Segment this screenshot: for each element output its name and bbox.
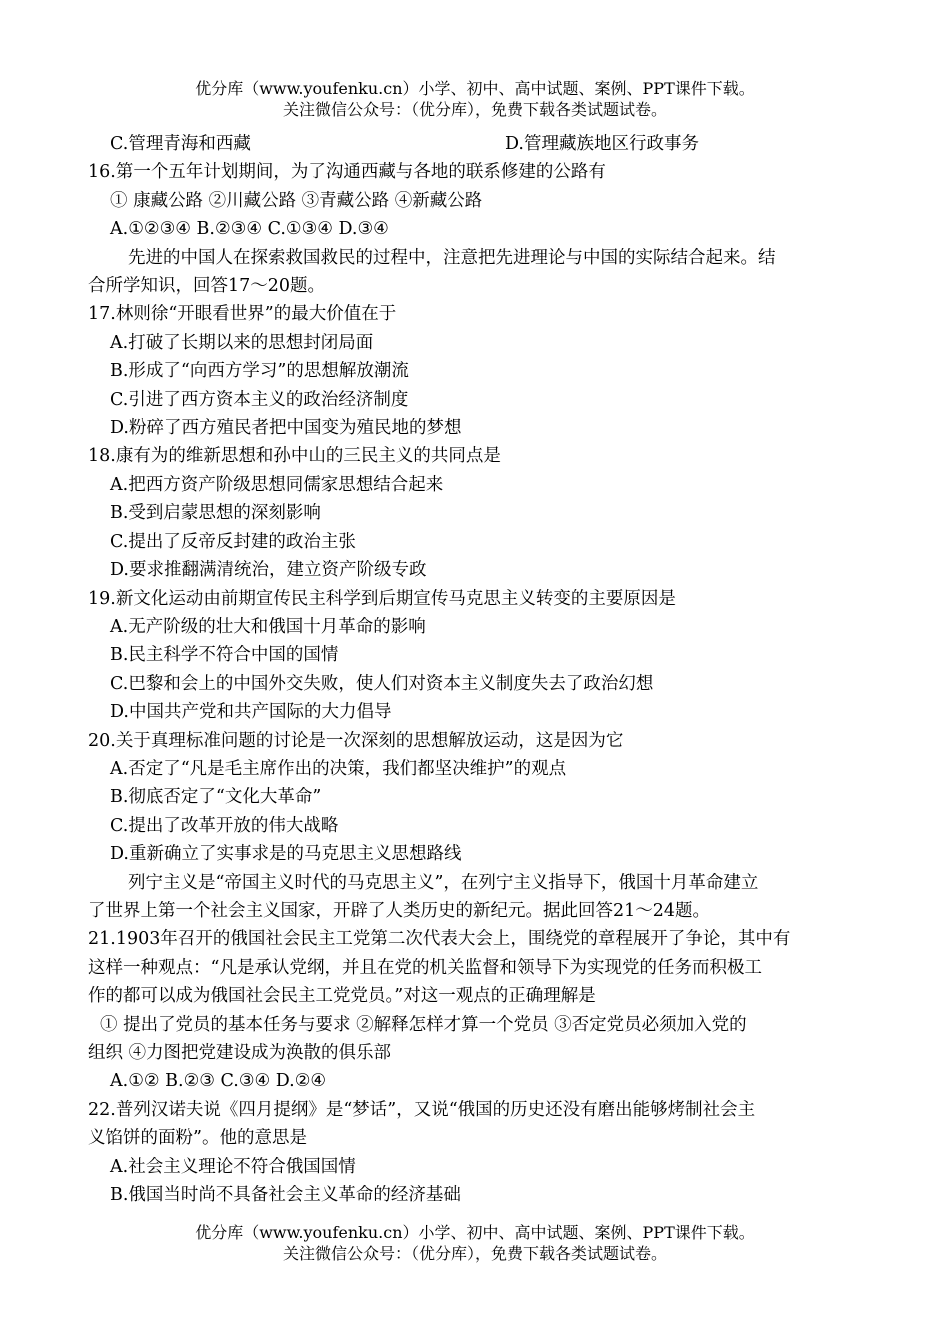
page-header: [0, 78, 950, 120]
q21-stem-line-2: 这样一种观点：“凡是承认党纲，并且在党的机关监督和领导下为实现党的任务而积极工: [88, 957, 762, 978]
footer-line-1: 优分库（www.youfenku.cn）小学、初中、高中试题、案例、PPT课件下载。: [195, 1223, 755, 1242]
q16-options: A.①②③④ B.②③④ C.①③④ D.③④: [110, 219, 389, 240]
q22-stem-line-2: 义馅饼的面粉”。他的意思是: [88, 1128, 307, 1149]
q21-stem-line-1: 21.1903年召开的俄国社会民主工党第二次代表大会上，围绕党的章程展开了争论，其中有: [88, 929, 791, 950]
q18-option-a: A.把西方资产阶级思想同儒家思想结合起来: [110, 474, 444, 495]
q22-option-a: A.社会主义理论不符合俄国国情: [110, 1156, 356, 1177]
q19-stem: 19.新文化运动由前期宣传民主科学到后期宣传马克思主义转变的主要原因是: [88, 588, 676, 609]
footer-line-2: 关注微信公众号：（优分库），免费下载各类试题试卷。: [282, 1244, 667, 1263]
question-content: [88, 130, 878, 1209]
q20-option-d: D.重新确立了实事求是的马克思主义思想路线: [110, 844, 462, 865]
q19-option-d: D.中国共产党和共产国际的大力倡导: [110, 702, 392, 723]
q20-stem: 20.关于真理标准问题的讨论是一次深刻的思想解放运动，这是因为它: [88, 730, 624, 751]
q18-option-b: B.受到启蒙思想的深刻影响: [110, 503, 321, 524]
q19-option-a: A.无产阶级的壮大和俄国十月革命的影响: [110, 616, 426, 637]
header-line-1: 优分库（www.youfenku.cn）小学、初中、高中试题、案例、PPT课件下载。: [195, 79, 755, 98]
q18-stem: 18.康有为的维新思想和孙中山的三民主义的共同点是: [88, 446, 501, 467]
q21-items-line-1: ① 提出了党员的基本任务与要求 ②解释怎样才算一个党员 ③否定党员必须加入党的: [100, 1014, 747, 1035]
q20-option-a: A.否定了“凡是毛主席作出的决策，我们都坚决维护”的观点: [110, 758, 567, 779]
q22-stem-line-1: 22.普列汉诺夫说《四月提纲》是“梦话”，又说“俄国的历史还没有磨出能够烤制社会主: [88, 1099, 756, 1120]
q21-items-line-2: 组织 ④力图把党建设成为涣散的俱乐部: [88, 1043, 392, 1063]
intro-21-24-line-2: 了世界上第一个社会主义国家，开辟了人类历史的新纪元。据此回答21～24题。: [88, 900, 711, 921]
q20-option-b: B.彻底否定了“文化大革命”: [110, 787, 322, 808]
q22-option-b: B.俄国当时尚不具备社会主义革命的经济基础: [110, 1185, 461, 1206]
q16-items: ① 康藏公路 ②川藏公路 ③青藏公路 ④新藏公路: [110, 190, 483, 211]
q21-stem-line-3: 作的都可以成为俄国社会民主工党党员。”对这一观点的正确理解是: [88, 986, 596, 1007]
q18-option-d: D.要求推翻满清统治，建立资产阶级专政: [110, 560, 427, 581]
q20-option-c: C.提出了改革开放的伟大战略: [110, 815, 339, 836]
q17-option-a: A.打破了长期以来的思想封闭局面: [110, 332, 374, 353]
q17-option-b: B.形成了“向西方学习”的思想解放潮流: [110, 361, 409, 382]
page-footer: [0, 1222, 950, 1264]
header-line-2: 关注微信公众号：（优分库），免费下载各类试题试卷。: [282, 100, 667, 119]
q17-stem: 17.林则徐“开眼看世界”的最大价值在于: [88, 304, 397, 325]
q19-option-c: C.巴黎和会上的中国外交失败，使人们对资本主义制度失去了政治幻想: [110, 673, 654, 694]
q17-option-d: D.粉碎了西方殖民者把中国变为殖民地的梦想: [110, 418, 462, 439]
q19-option-b: B.民主科学不符合中国的国情: [110, 645, 339, 666]
intro-17-20-line-1: 先进的中国人在探索救国救民的过程中，注意把先进理论与中国的实际结合起来。结: [128, 247, 776, 268]
q15-option-c: C.管理青海和西藏: [110, 134, 251, 154]
q21-options: A.①② B.②③ C.③④ D.②④: [110, 1071, 327, 1092]
q16-stem: 16.第一个五年计划期间，为了沟通西藏与各地的联系修建的公路有: [88, 162, 606, 183]
q15-options-cd: [88, 130, 878, 158]
q17-option-c: C.引进了西方资本主义的政治经济制度: [110, 389, 409, 410]
intro-17-20-line-2: 合所学知识，回答17～20题。: [88, 276, 326, 297]
q18-option-c: C.提出了反帝反封建的政治主张: [110, 531, 356, 552]
intro-21-24-line-1: 列宁主义是“帝国主义时代的马克思主义”，在列宁主义指导下，俄国十月革命建立: [128, 872, 759, 893]
q15-option-d: D.管理藏族地区行政事务: [505, 134, 699, 154]
